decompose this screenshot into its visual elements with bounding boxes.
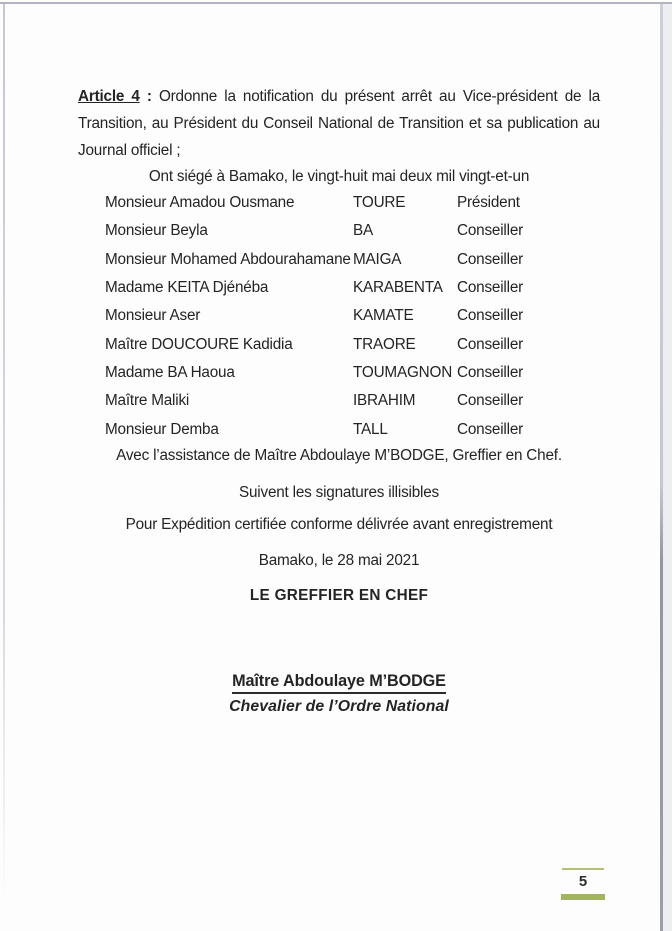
judge-row	[105, 302, 575, 330]
judge-role: Conseiller	[457, 250, 524, 268]
judge-name: Monsieur Demba	[105, 420, 219, 438]
judge-surname: TALL	[353, 420, 388, 438]
signatory-honor: Chevalier de l’Ordre National	[229, 698, 449, 715]
judge-row	[105, 274, 575, 302]
judge-role: Président	[457, 194, 520, 212]
signatory-name: Maître Abdoulaye M’BODGE	[232, 671, 446, 694]
judge-name: Monsieur Mohamed Abdourahamane	[105, 250, 351, 268]
article-4-paragraph	[78, 83, 600, 164]
judge-role: Conseiller	[457, 279, 524, 297]
signature-block	[78, 671, 600, 717]
judge-name: Maître Maliki	[105, 392, 190, 410]
page-number-bottom-rule	[561, 894, 605, 900]
judge-role: Conseiller	[457, 335, 524, 353]
judge-row	[105, 246, 575, 274]
judge-surname: MAIGA	[353, 250, 402, 268]
date-line: Bamako, le 28 mai 2021	[258, 552, 420, 569]
article-4-label: Article 4	[78, 88, 140, 106]
judge-name: Monsieur Beyla	[105, 222, 208, 240]
judge-role: Conseiller	[457, 420, 524, 438]
judge-surname: KAMATE	[353, 307, 414, 325]
judge-surname: TRAORE	[353, 335, 416, 353]
page-number-block	[561, 868, 605, 900]
clerk-heading: LE GREFFIER EN CHEF	[249, 587, 429, 604]
signatures-line: Suivent les signatures illisibles	[238, 484, 439, 501]
judge-row	[105, 330, 575, 358]
judge-name: Monsieur Aser	[105, 307, 201, 325]
judge-row	[105, 387, 575, 415]
article-4-colon: :	[139, 88, 159, 106]
judge-row	[105, 189, 575, 217]
judges-table	[105, 189, 575, 444]
judge-row	[105, 415, 575, 443]
judge-role: Conseiller	[457, 222, 524, 240]
session-line: Ont siégé à Bamako, le vingt-huit mai deux mil vingt-et-un	[148, 168, 530, 185]
judge-surname: BA	[353, 222, 374, 240]
article-4-body: Ordonne la notification du présent arrêt au Vice-président de la Transition, au Président du Conseil National de Transition et sa publication au Journal officiel ;	[78, 88, 600, 160]
judge-surname: TOUMAGNON	[353, 363, 453, 381]
judge-name: Maître DOUCOURE Kadidia	[105, 335, 293, 353]
judge-row	[105, 217, 575, 245]
page-number: 5	[578, 873, 588, 890]
judge-row	[105, 359, 575, 387]
judge-role: Conseiller	[457, 392, 524, 410]
judge-role: Conseiller	[457, 363, 524, 381]
judge-name: Madame BA Haoua	[105, 363, 235, 381]
judge-name: Monsieur Amadou Ousmane	[105, 194, 295, 212]
judge-surname: TOURE	[353, 194, 406, 212]
judge-role: Conseiller	[457, 307, 524, 325]
assistance-line: Avec l’assistance de Maître Abdoulaye M’BODGE, Greffier en Chef.	[116, 447, 562, 464]
judge-surname: IBRAHIM	[353, 392, 416, 410]
judge-name: Madame KEITA Djénéba	[105, 279, 269, 297]
judge-surname: KARABENTA	[353, 279, 443, 297]
certification-line: Pour Expédition certifiée conforme délivrée avant enregistrement	[125, 516, 553, 533]
